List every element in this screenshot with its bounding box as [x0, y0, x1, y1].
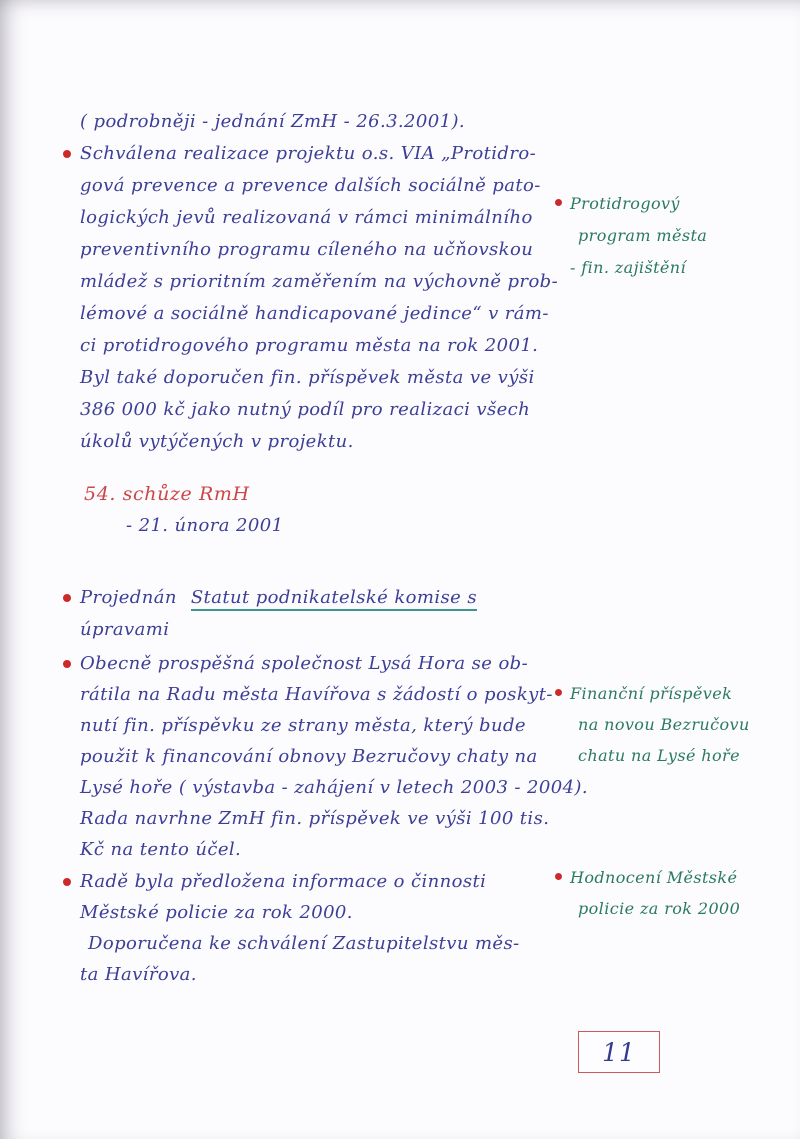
bullet-icon — [63, 150, 71, 158]
paragraph-line — [80, 138, 562, 170]
paragraph-line-text: Obecně prospěšná společnost Lysá Hora se ob- — [80, 653, 529, 674]
paragraph-line: logických jevů realizovaná v rámci minimálního — [80, 207, 533, 228]
paragraph-statute — [80, 582, 477, 646]
session-title: 54. schůze RmH — [84, 483, 250, 505]
main-text-column — [80, 106, 562, 458]
underlined-text: Statut podnikatelské komise s — [191, 587, 477, 611]
margin-note-line — [570, 862, 792, 893]
paragraph-line: Kč na tento účel. — [80, 839, 242, 860]
paragraph-line: Doporučena ke schválení Zastupitelstvu měs- — [88, 933, 520, 954]
paragraph-line: Lysé hoře ( výstavba - zahájení v letech 2003 - 2004). — [80, 777, 588, 798]
paragraph-line: lémové a sociálně handicapované jedince“ v rám- — [80, 303, 549, 324]
margin-note-line: program města — [578, 226, 708, 245]
bullet-icon — [555, 873, 562, 880]
paragraph-police-report — [80, 866, 520, 990]
paragraph-line-text: Radě byla předložena informace o činnosti — [80, 871, 487, 892]
paragraph-line: rátila na Radu města Havířova s žádostí o poskyt- — [80, 684, 553, 705]
margin-note-line — [570, 188, 792, 220]
margin-note-text: Hodnocení Městské — [570, 868, 738, 887]
paragraph-line: preventivního programu cíleného na učňovskou — [80, 239, 534, 260]
paragraph-line-text: Schválena realizace projektu o.s. VIA „Protidro- — [80, 143, 537, 164]
margin-note-text: Finanční příspěvek — [570, 684, 733, 703]
paragraph-line: úpravami — [80, 619, 170, 640]
page-number: 11 — [602, 1037, 636, 1067]
margin-note-line: policie za rok 2000 — [578, 899, 741, 918]
paragraph-drug-prevention — [80, 138, 562, 458]
margin-note-line: - fin. zajištění — [570, 258, 686, 277]
session-heading — [84, 478, 283, 542]
margin-note-line — [570, 678, 792, 709]
margin-note-line: chatu na Lysé hoře — [578, 746, 740, 765]
paragraph-line-text: Projednán — [80, 587, 177, 608]
margin-note-police-evaluation — [570, 862, 792, 924]
paragraph-line: gová prevence a prevence dalších sociálně pato- — [80, 175, 541, 196]
paragraph-line: Městské policie za rok 2000. — [80, 902, 353, 923]
bullet-icon — [63, 594, 71, 602]
paragraph-line — [80, 866, 520, 897]
margin-note-drug-program — [570, 188, 792, 284]
paragraph-line: 386 000 kč jako nutný podíl pro realizaci všech — [80, 399, 531, 420]
paragraph-line: mládež s prioritním zaměřením na výchovně prob- — [80, 271, 559, 292]
paragraph-line — [80, 582, 477, 614]
paragraph-line: použit k financování obnovy Bezručovy chaty na — [80, 746, 538, 767]
bullet-icon — [63, 878, 71, 886]
paragraph-line: úkolů vytýčených v projektu. — [80, 431, 354, 452]
paragraph-line: ci protidrogového programu města na rok 2001. — [80, 335, 539, 356]
paragraph-line — [80, 648, 588, 679]
margin-note-bezruc-cottage — [570, 678, 792, 771]
margin-note-line: na novou Bezručovu — [578, 715, 750, 734]
bullet-icon — [63, 660, 71, 668]
paragraph-line: nutí fin. příspěvku ze strany města, který bude — [80, 715, 526, 736]
page-number-box — [578, 1031, 660, 1073]
paragraph-line: Rada navrhne ZmH fin. příspěvek ve výši 100 tis. — [80, 808, 550, 829]
paragraph-line: ta Havířova. — [80, 964, 197, 985]
bullet-icon — [555, 199, 562, 206]
bullet-icon — [555, 689, 562, 696]
intro-line: ( podrobněji - jednání ZmH - 26.3.2001). — [80, 111, 465, 132]
paragraph-line: Byl také doporučen fin. příspěvek města ve výši — [80, 367, 535, 388]
paragraph-lysa-hora — [80, 648, 588, 865]
session-date: - 21. února 2001 — [126, 515, 284, 536]
margin-note-text: Protidrogový — [570, 194, 680, 213]
